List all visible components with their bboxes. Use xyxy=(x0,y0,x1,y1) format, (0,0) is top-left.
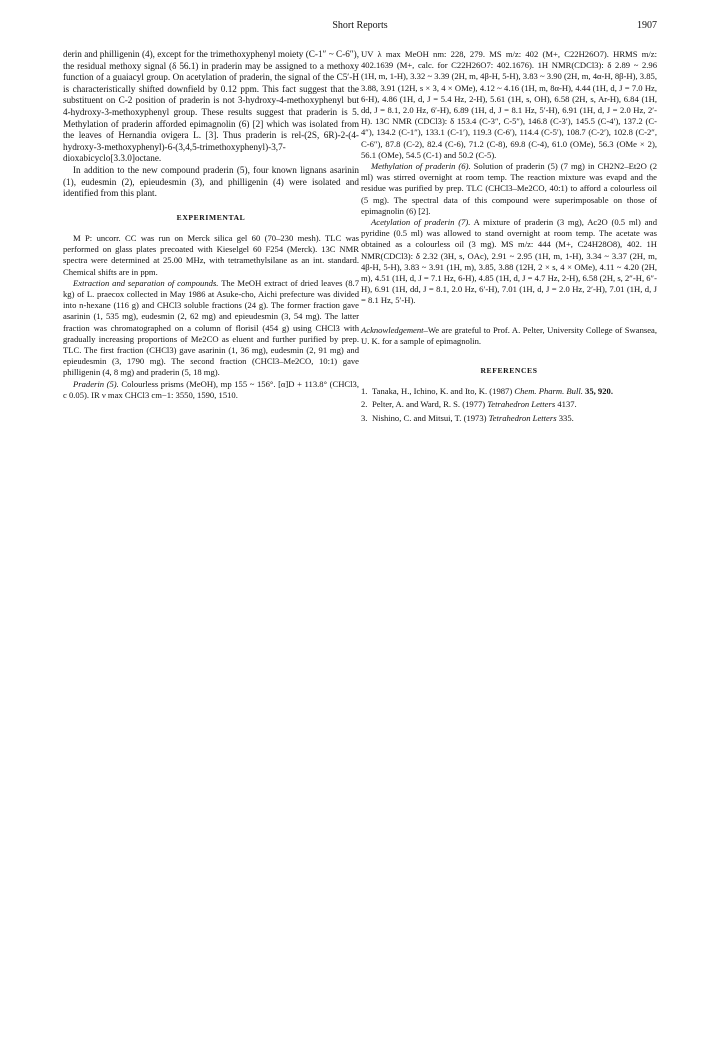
general-methods-paragraph: M P: uncorr. CC was run on Merck silica gel 60 (70–230 mesh). TLC was performed on glass plates precoated with Kieselgel 60 F254 (Merck). 13C NMR spectra were determined at 25.00 MHz, with tetramethylsilane as an int. standard. Chemical shifts are in ppm. xyxy=(63,232,359,277)
reference-journal: Tetrahedron Letters xyxy=(487,399,556,410)
acknowledgement-text: We are grateful to Prof. A. Pelter, University College of Swansea, U. K. for a sample of epimagnolin. xyxy=(361,324,657,346)
extraction-paragraph xyxy=(63,278,359,379)
praderin-text: Colourless prisms (MeOH), mp 155 ~ 156°. [α]D + 113.8° (CHCl3, c 0.05). IR ν max CHCl3 cm−1: 3550, 1590, 1510. xyxy=(63,378,359,400)
intro-paragraph-2: In addition to the new compound praderin (5), four known lignans asarinin (1), eudesmin (2), epieudesmin (3), and philligenin (4) were isolated and identified from this plant. xyxy=(63,164,359,199)
reference-journal: Tetrahedron Letters xyxy=(488,412,557,423)
experimental-heading: EXPERIMENTAL xyxy=(176,212,246,222)
reference-authors: Nishino, C. and Mitsui, T. (1973) xyxy=(372,412,487,423)
spectral-data-paragraph: UV λ max MeOH nm: 228, 279. MS m/z: 402 (M+, C22H26O7). HRMS m/z: 402.1639 (M+, calc. for C22H26O7: 402.1676). 1H NMR(CDCl3): δ 2.89 ~ 2.96 (1H, m, 1-H), 3.32 ~ 3.39 (2H, m, 4β-H, 5-H), 3.83 ~ 3.90 (2H, m, 4α-H, 8β-H), 3.85, 3.88, 3.91 (12H, s × 3, 4 × OMe), 4.12 ~ 4.16 (1H, m, 8α-H), 4.44 (1H, d, J = 7.0 Hz, 6-H), 4.86 (1H, d, J = 5.4 Hz, 2-H), 5.61 (1H, s, OH), 6.58 (2H, s, Ar-H), 6.84 (1H, dd, J = 8.1, 2.0 Hz, 6′-H), 6.89 (1H, d, J = 8.1 Hz, 5′-H), 6.91 (1H, d, J = 2.0 Hz, 2′-H). 13C NMR (CDCl3): δ 153.4 (C-3″, C-5″), 146.8 (C-3′), 145.5 (C-4′), 137.2 (C-4″), 134.2 (C-1″), 133.1 (C-1′), 119.3 (C-6′), 114.4 (C-5′), 108.7 (C-2′), 102.8 (C-2″, C-6″), 87.8 (C-2), 82.4 (C-6), 71.2 (C-8), 69.8 (C-4), 61.0 (OMe), 56.3 (OMe × 2), 56.1 (OMe), 54.5 (C-1) and 50.2 (C-5). xyxy=(361,49,657,160)
extraction-text: The MeOH extract of dried leaves (8.7 kg) of L. praecox collected in May 1986 at Asuke-cho, Aichi prefecture was divided into n-hexane (116 g) and CHCl3 soluble fractions (24 g). The former fraction gave asarinin (1, 535 mg), eudesmin (2, 62 mg) and epieudesmin (3, 54 mg). The latter fraction was chromatographed on a column of florisil (454 g) using CHCl3 with gradually increasing proportions of Me2CO as eluent and further purified by prep. TLC. The first fraction (CHCl3) gave asarinin (1, 36 mg), eudesmin (2, 91 mg) and epieudesmin (3, 1790 mg). The second fraction (CHCl3–Me2CO, 10:1) gave philligenin (4, 8 mg) and praderin (5, 18 mg). xyxy=(63,277,359,378)
right-column xyxy=(361,49,657,426)
reference-authors: Tanaka, H., Ichino, K. and Ito, K. (1987) xyxy=(372,386,513,397)
reference-list xyxy=(361,386,657,424)
reference-authors: Pelter, A. and Ward, R. S. (1977) xyxy=(372,399,486,410)
praderin-paragraph xyxy=(63,379,359,401)
reference-details: 35, 920. xyxy=(585,386,613,397)
extraction-title: Extraction and separation of compounds. xyxy=(73,277,219,288)
left-column-upper xyxy=(63,49,359,200)
methylation-paragraph xyxy=(361,161,657,217)
page-header xyxy=(0,20,720,36)
acknowledgement-title: Acknowledgement xyxy=(361,324,424,335)
acetylation-text: A mixture of praderin (3 mg), Ac2O (0.5 ml) and pyridine (0.5 ml) was allowed to stand overnight at room temp. The acetate was obtained as a colourless oil (3 mg). MS m/z: 444 (M+, C24H28O8), 402. 1H NMR(CDCl3): δ 2.32 (3H, s, OAc), 2.91 ~ 2.95 (1H, m, 1-H), 3.34 ~ 3.37 (2H, m, 4β-H, 5-H), 3.83 ~ 3.91 (1H, m), 3.85, 3.88 (12H, 2 × s, 4 × OMe), 4.11 ~ 4.20 (2H, m), 4.51 (1H, d, J = 7.1 Hz, 6-H), 4.85 (1H, d, J = 4.7 Hz, 2-H), 6.58 (2H, s, 2″-H, 6″-H), 6.91 (1H, dd, J = 8.1, 2.0 Hz, 6′-H), 7.01 (1H, d, J = 2.0 Hz, 2′-H), 7.01 (1H, d, J = 8.1 Hz, 5′-H). xyxy=(361,217,657,306)
left-column xyxy=(63,49,359,401)
acetylation-title: Acetylation of praderin (7). xyxy=(371,217,471,228)
reference-item xyxy=(361,386,657,397)
references-heading: REFERENCES xyxy=(480,366,538,376)
intro-paragraph: derin and philligenin (4), except for the trimethoxyphenyl moiety (C-1″ ~ C-6″), the residual methoxy signal (δ 56.1) in praderin may be assigned to a methoxy function of a guaiacyl group. On acetylation of praderin, the signal of the C5′-H is characteristically shifted downfield by 0.12 ppm. This fact suggest that the substituent on C-2 position of praderin is not 3-hydroxy-4-methoxyphenyl but 4-hydroxy-3-methoxyphenyl group. These results suggest that praderin is 5. Methylation of praderin afforded epimagnolin (6) [2] which was isolated from the leaves of Hernandia ovigera L. [3]. Thus praderin is rel-(2S, 6R)-2-(4-hydroxy-3-methoxyphenyl)-6-(3,4,5-trimethoxyphenyl)-3,7-dioxabicyclo[3.3.0]octane. xyxy=(63,49,359,164)
page-number: 1907 xyxy=(637,20,657,31)
acknowledgement-paragraph: Acknowledgement–We are grateful to Prof. A. Pelter, University College of Swansea, U. K. for a sample of epimagnolin. xyxy=(361,324,657,346)
methylation-title: Methylation of praderin (6). xyxy=(371,161,471,172)
acetylation-paragraph xyxy=(361,217,657,307)
praderin-title: Praderin (5). xyxy=(73,378,119,389)
reference-number: 2. xyxy=(361,399,368,410)
reference-number: 3. xyxy=(361,412,368,423)
reference-number: 1. xyxy=(361,386,368,397)
reference-details: 335. xyxy=(558,412,574,423)
reference-journal: Chem. Pharm. Bull. xyxy=(514,386,583,397)
reference-item xyxy=(361,413,657,424)
reference-details: 4137. xyxy=(557,399,577,410)
running-title: Short Reports xyxy=(332,20,388,31)
reference-item xyxy=(361,399,657,410)
methylation-text: Solution of praderin (5) (7 mg) in CH2N2–Et2O (2 ml) was stirred overnight at room temp. The reaction mixture was evapd and the residue was purified by prep. TLC (CHCl3–Me2CO, 40:1) to afford a colourless oil (5 mg). The spectral data of this compound were superimposable on those of epimagnolin (6) [2]. xyxy=(361,161,657,216)
